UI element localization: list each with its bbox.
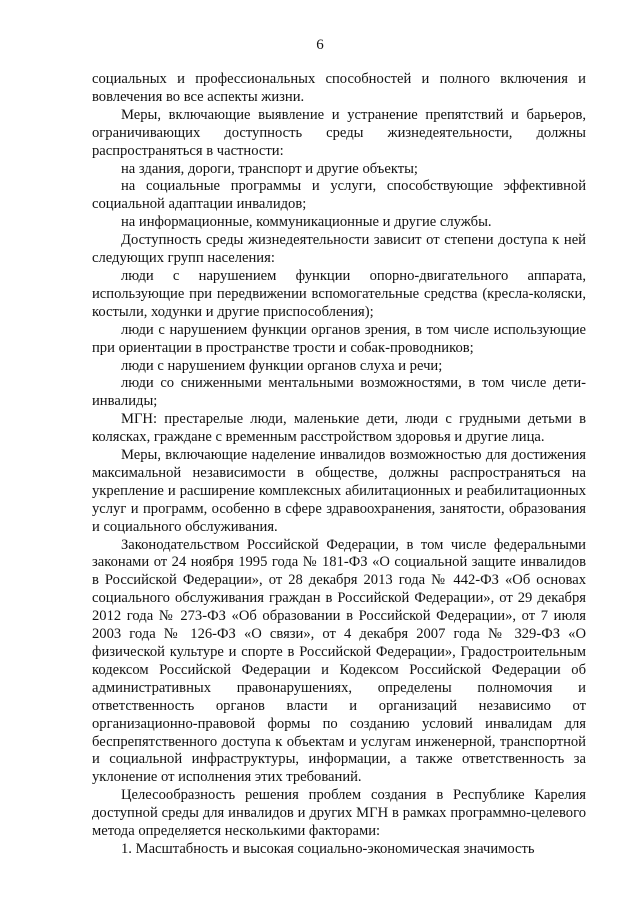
- list-item-musculoskeletal: люди с нарушением функции опорно-двигательного аппарата, использующие при передвижении вспомогательные средства (кресла-коляски, костыли, ходунки и другие приспособления);: [92, 267, 586, 320]
- paragraph-legislation: Законодательством Российской Федерации, в том числе федеральными законами от 24 ноября 1995 года № 181-ФЗ «О социальной защите инвалидов в Российской Федерации», от 28 декабря 2013 года № 442-ФЗ «Об основах социального обслуживания граждан в Российской Федерации», от 29 декабря 2012 года № 273-ФЗ «Об образовании в Российской Федерации», от 7 июля 2003 года № 126-ФЗ «О связи», от 4 декабря 2007 года № 329-ФЗ «О физической культуре и спорте в Российской Федерации», Градостроительным кодексом Российской Федерации и Кодексом Российской Федерации об административных правонарушениях, определены полномочия и ответственность органов власти и организаций независимо от организационно-правовой формы по созданию условий инвалидам для беспрепятственного доступа к объектам и услугам инженерной, транспортной и социальной инфраструктуры, информации, а также ответственность за уклонение от исполнения этих требований.: [92, 536, 586, 786]
- page-number: 6: [316, 37, 324, 53]
- body-text: [92, 71, 586, 859]
- list-item-social-programs: на социальные программы и услуги, способствующие эффективной социальной адаптации инвалидов;: [92, 178, 586, 213]
- paragraph-program-method: Целесообразность решения проблем создания в Республике Карелия доступной среды для инвалидов и других МГН в рамках программно-целевого метода определяется несколькими факторами:: [92, 787, 586, 840]
- list-item-hearing: люди с нарушением функции органов слуха и речи;: [121, 357, 443, 374]
- list-item-vision: люди с нарушением функции органов зрения, в том числе использующие при ориентации в пространстве трости и собак-проводников;: [92, 321, 586, 356]
- paragraph-measures-barriers: Меры, включающие выявление и устранение препятствий и барьеров, ограничивающих доступность среды жизнедеятельности, должны распространяться в частности:: [92, 106, 586, 159]
- list-item-mgn: МГН: престарелые люди, маленькие дети, люди с грудными детьми в колясках, граждане с временным расстройством здоровья и другие лица.: [92, 411, 586, 446]
- list-item-information-services: на информационные, коммуникационные и другие службы.: [121, 214, 492, 231]
- paragraph-continuation: социальных и профессиональных способностей и полного включения и вовлечения во все аспекты жизни.: [92, 71, 586, 105]
- list-item-buildings: на здания, дороги, транспорт и другие объекты;: [121, 160, 418, 177]
- paragraph-independence-measures: Меры, включающие наделение инвалидов возможностью для достижения максимальной независимости в обществе, должны распространяться на укрепление и расширение комплексных абилитационных и реабилитационных услуг и программ, особенно в сфере здравоохранения, занятости, образования и социального обслуживания.: [92, 447, 586, 535]
- list-item-mental: люди со сниженными ментальными возможностями, в том числе дети-инвалиды;: [92, 375, 586, 410]
- list-item-factor-1: 1. Масштабность и высокая социально-экономическая значимость: [121, 840, 535, 857]
- paragraph-accessibility-groups: Доступность среды жизнедеятельности зависит от степени доступа к ней следующих групп населения:: [92, 232, 586, 267]
